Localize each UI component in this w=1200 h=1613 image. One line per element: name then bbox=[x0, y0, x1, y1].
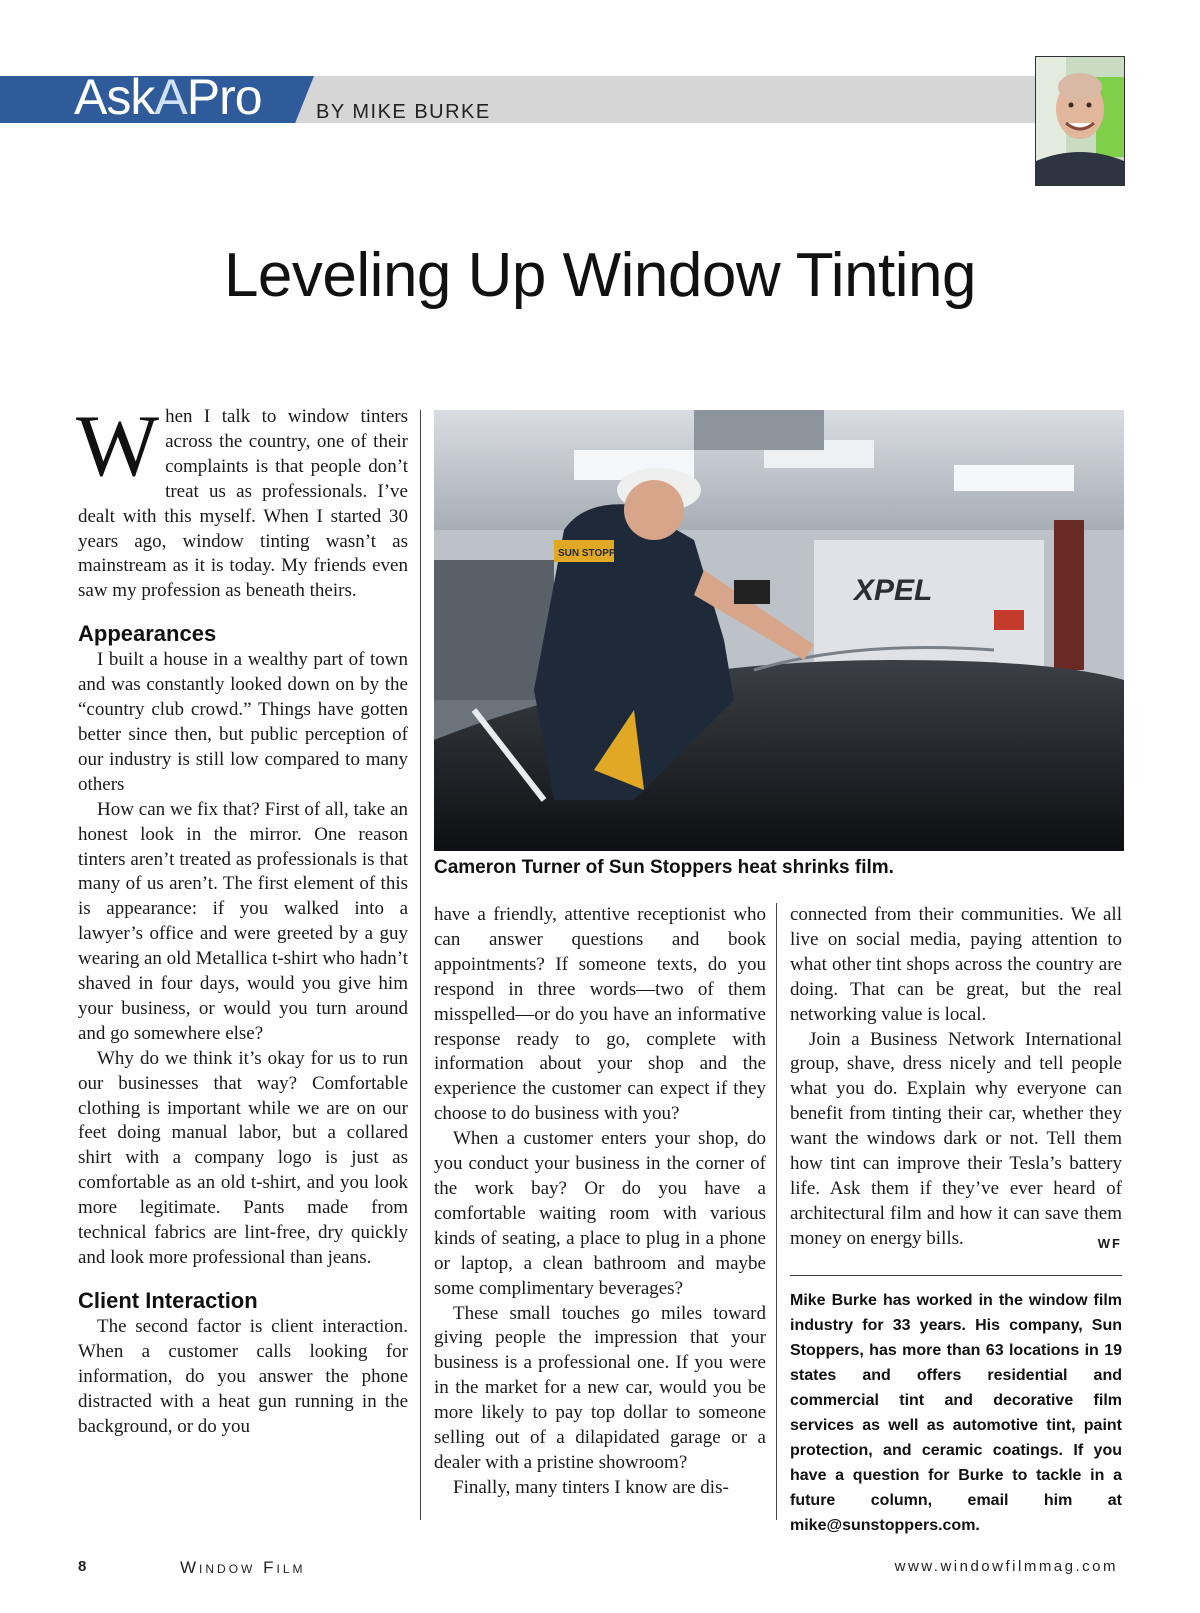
paragraph: When a customer enters your shop, do you conduct your business in the corner of the work bay? Or do you have a comfortable waiting room with various kinds of seating, a place to plug in a phone or laptop, a clean bathroom and maybe some complimentary beverages? bbox=[434, 1128, 766, 1299]
end-mark: WF bbox=[1097, 1235, 1122, 1251]
magazine-name: Window Film bbox=[180, 1558, 306, 1577]
paragraph: I built a house in a wealthy part of town and was constantly looked down on by the “country club crowd.” Things have gotten better since then, but public perception of our industry is still low compared to many others bbox=[78, 649, 408, 795]
xpel-sign: XPEL bbox=[854, 574, 933, 607]
column-3 bbox=[790, 903, 1122, 1257]
photo-illustration bbox=[434, 410, 1124, 851]
page-number: 8 bbox=[78, 1558, 90, 1575]
article-photo bbox=[434, 410, 1124, 851]
paragraph: These small touches go miles toward giving people the impression that your business is a professional one. If you were in the market for a new car, would you be more likely to pay top dollar to someone selling out of a dilapidated garage or a dealer with a pristine showroom? bbox=[434, 1302, 766, 1473]
paragraph: Why do we think it’s okay for us to run our businesses that way? Comfortable clothing is important while we are on our feet doing manual labor, but a collared shirt with a company logo is just as comfortable as an old t-shirt, and you look more legitimate. Pants made from technical fabrics are lint-free, dry quickly and look more professional than jeans. bbox=[78, 1047, 408, 1268]
magazine-url: www.windowfilmmag.com bbox=[894, 1558, 1118, 1575]
column-2 bbox=[434, 903, 766, 1501]
paragraph: connected from their communities. We all live on social media, paying attention to what other tint shops across the country are doing. That can be great, but the real networking value is local. bbox=[790, 904, 1122, 1025]
author-portrait bbox=[1035, 56, 1125, 186]
column-1 bbox=[76, 398, 408, 1439]
author-bio: Mike Burke has worked in the window film industry for 33 years. His company, Sun Stoppers, has more than 63 locations in 19 states and offers residential and commercial tint and decorative film services as well as automotive tint, paint protection, and ceramic coatings. If you have a question for Burke to tackle in a future column, email him at mike@sunstoppers.com. bbox=[790, 1275, 1122, 1538]
paragraph: The second factor is client interaction. When a customer calls looking for information, do you answer the phone distracted with a heat gun running in the background, or do you bbox=[78, 1315, 408, 1437]
paragraph: have a friendly, attentive receptionist who can answer questions and book appointments? If someone texts, do you respond in three words—two of them misspelled—or do you have an informative response ready to go, complete with information about your shop and the experience the customer can expect if they choose to do business with you? bbox=[434, 904, 766, 1125]
byline: BY MIKE BURKE bbox=[316, 101, 491, 123]
author-portrait-image bbox=[1036, 57, 1124, 185]
column-name-a: A bbox=[154, 69, 187, 125]
shirt-logo: SUN STOPPERS bbox=[558, 548, 637, 559]
drop-cap: W bbox=[76, 398, 160, 495]
column-divider bbox=[420, 410, 421, 1520]
article-title: Leveling Up Window Tinting bbox=[223, 241, 977, 310]
column-name bbox=[74, 68, 262, 126]
photo-caption: Cameron Turner of Sun Stoppers heat shrinks film. bbox=[434, 857, 894, 878]
column-name-pro: Pro bbox=[186, 69, 262, 125]
intro-paragraph bbox=[76, 398, 408, 604]
intro-text: hen I talk to window tinters across the country, one of their complaints is that people don’t treat us as professionals. I’ve dealt with this myself. When I started 30 years ago, window tinting wasn’t as mainstream as it is today. My friends even saw my profession as beneath theirs. bbox=[78, 406, 408, 602]
column-divider bbox=[776, 903, 777, 1520]
paragraph: How can we fix that? First of all, take an honest look in the mirror. One reason tinters aren’t treated as professionals is that many of us aren’t. The first element of this is appearance: if you walked into a lawyer’s office and were greeted by a guy wearing an old Metallica t-shirt who hadn’t shaved in four days, would you give him your business, or would you turn around and go somewhere else? bbox=[78, 798, 408, 1044]
heading-client-interaction: Client Interaction bbox=[78, 1287, 258, 1313]
paragraph: Finally, many tinters I know are dis- bbox=[453, 1476, 729, 1498]
paragraph bbox=[790, 1028, 1122, 1252]
column-name-ask: Ask bbox=[74, 69, 155, 125]
paragraph-text: Join a Business Network International group, shave, dress nicely and tell people what you do. Explain why everyone can benefit from tinting their car, whether they want the windows dark or not. Tell them how tint can improve their Tesla’s battery life. Ask them if they’ve ever heard of architectural film and how it can save them money on energy bills. bbox=[790, 1028, 1122, 1249]
heading-appearances: Appearances bbox=[78, 621, 217, 647]
